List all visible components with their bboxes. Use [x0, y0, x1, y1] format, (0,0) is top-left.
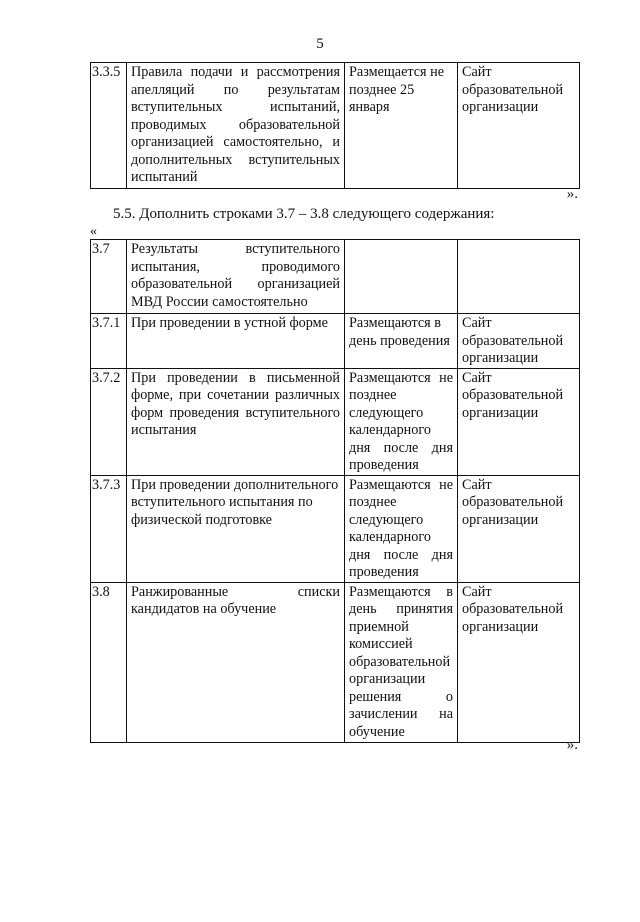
- opening-quote: «: [90, 224, 97, 239]
- row-timing: Размещаются в день проведения: [345, 314, 458, 369]
- table-row: [91, 368, 580, 475]
- row-number: 3.7.1: [91, 314, 127, 369]
- row-description: Результаты вступительного испытания, проводимого образовательной организацией МВД России самостоятельно: [127, 240, 345, 314]
- table-row: [91, 475, 580, 582]
- row-number: 3.7: [91, 240, 127, 314]
- table-row: [91, 314, 580, 369]
- table-row: [91, 63, 580, 189]
- row-number: 3.8: [91, 582, 127, 742]
- row-timing: Размещаются в день принятия приемной комиссией образовательной организации решения о зачислении на обучение: [345, 582, 458, 742]
- closing-quote: ».: [566, 737, 578, 753]
- closing-quote: ».: [566, 186, 578, 202]
- row-description: Правила подачи и рассмотрения апелляций по результатам вступительных испытаний, проводимых образовательной организацией самостоятельно, и дополнительных вступительных испытаний: [127, 63, 345, 189]
- row-place: [458, 240, 580, 314]
- row-place: Сайт образовательной организации: [458, 63, 580, 189]
- deadlines-table-top: [90, 62, 580, 189]
- page-number: 5: [316, 36, 324, 52]
- row-place: Сайт образовательной организации: [458, 314, 580, 369]
- row-place: Сайт образовательной организации: [458, 582, 580, 742]
- table-row: [91, 582, 580, 742]
- row-place: Сайт образовательной организации: [458, 475, 580, 582]
- table-row: [91, 240, 580, 314]
- row-number: 3.7.3: [91, 475, 127, 582]
- row-timing: [345, 240, 458, 314]
- row-place: Сайт образовательной организации: [458, 368, 580, 475]
- row-timing: Размещаются не позднее следующего календарного дня после дня проведения: [345, 368, 458, 475]
- row-description: При проведении дополнительного вступительного испытания по физической подготовке: [127, 475, 345, 582]
- row-number: 3.7.2: [91, 368, 127, 475]
- row-number: 3.3.5: [91, 63, 127, 189]
- row-timing: Размещаются не позднее следующего календарного дня после дня проведения: [345, 475, 458, 582]
- row-description: Ранжированные списки кандидатов на обучение: [127, 582, 345, 742]
- deadlines-table-additions: [90, 239, 580, 743]
- row-timing: Размещается не позднее 25 января: [345, 63, 458, 189]
- amendment-paragraph: 5.5. Дополнить строками 3.7 – 3.8 следующего содержания:: [113, 206, 495, 222]
- row-description: При проведении в письменной форме, при сочетании различных форм проведения вступительного испытания: [127, 368, 345, 475]
- row-description: При проведении в устной форме: [127, 314, 345, 369]
